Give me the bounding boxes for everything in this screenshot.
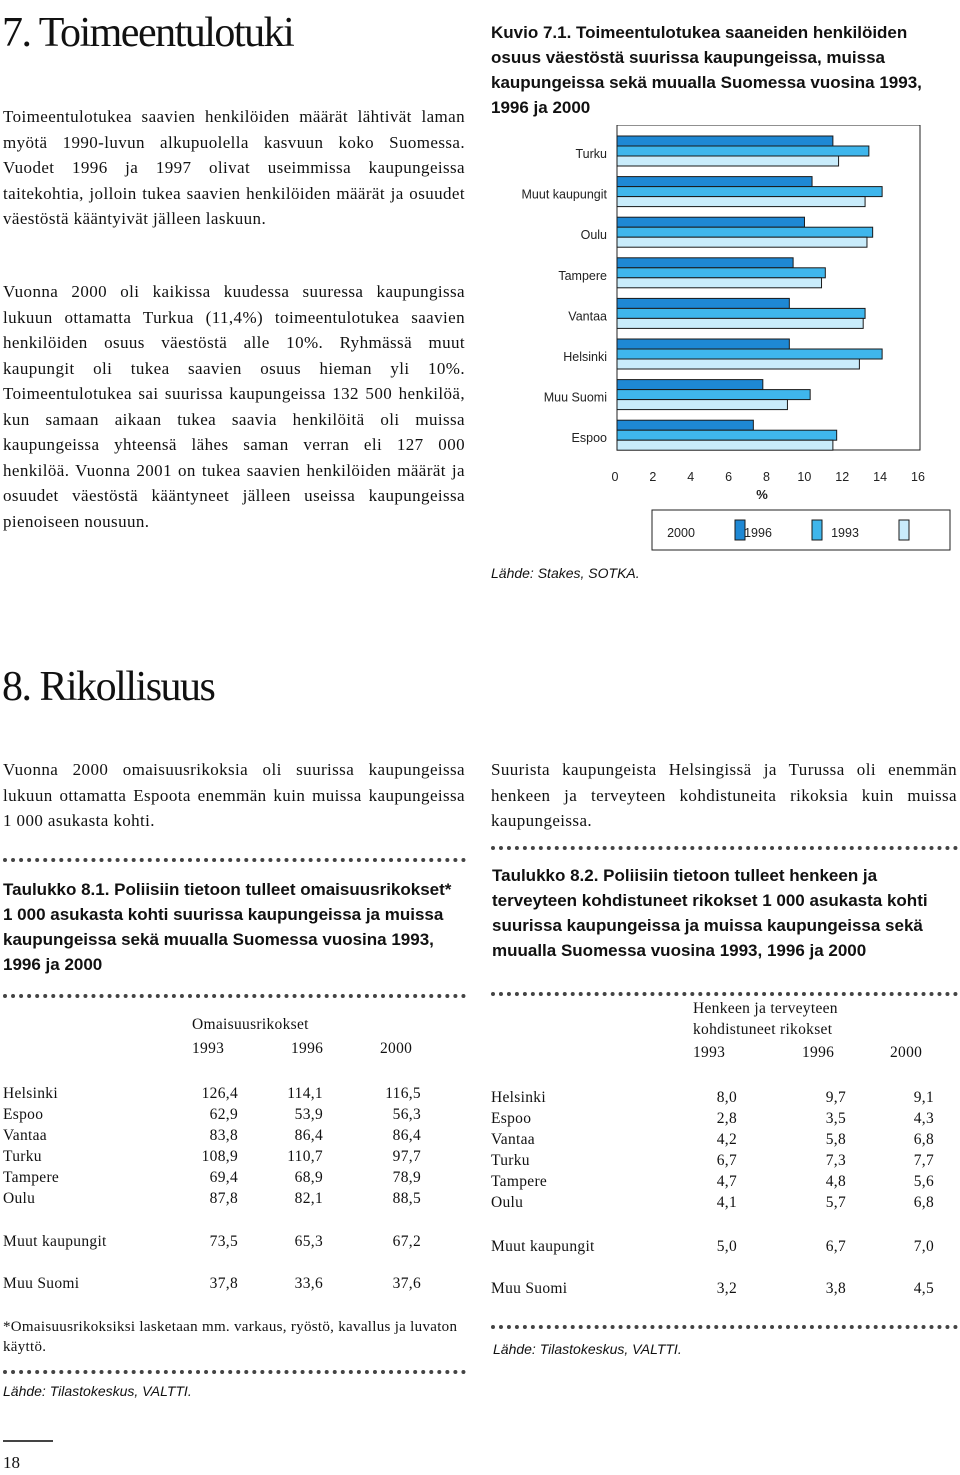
table-2-row <box>491 1171 951 1192</box>
bar-1996 <box>617 227 873 237</box>
bars <box>617 136 882 450</box>
table-1-row-label: Oulu <box>3 1190 36 1207</box>
table-2-cell: 4,2 <box>716 1131 737 1148</box>
category-labels <box>522 147 608 445</box>
bar-2000 <box>617 380 763 390</box>
table-1-cell: 86,4 <box>392 1127 421 1144</box>
bar-1996 <box>617 390 810 400</box>
table-2-cell: 3,2 <box>716 1280 737 1297</box>
section-8-title: 8. Rikollisuus <box>2 664 215 710</box>
x-tick-label: 6 <box>725 470 733 484</box>
category-label: Tampere <box>558 268 607 283</box>
table-1-cell: 33,6 <box>294 1275 323 1292</box>
table-2-source: Lähde: Tilastokeskus, VALTTI. <box>493 1341 682 1357</box>
x-tick-label: 10 <box>797 470 812 484</box>
page-number-rule <box>3 1440 53 1442</box>
legend-label-2000: 2000 <box>667 526 695 540</box>
table-1-year-2000: 2000 <box>380 1040 413 1057</box>
table-1-row <box>3 1188 463 1209</box>
table-1-cell: 126,4 <box>201 1085 238 1102</box>
table-1-cell: 116,5 <box>385 1085 421 1102</box>
page-number: 18 <box>3 1453 20 1472</box>
table-2-cell: 5,0 <box>716 1238 737 1255</box>
section-7-paragraph-1: Toimeentulotukea saavien henkilöiden määrät lähtivät laman myötä 1990-luvun alkupuolella kasvuun koko Suomessa. Vuodet 1996 ja 1997 olivat useimmissa kaupungeissa taitekohtia, jolloin tukea saavien henkilöiden määrät ja osuudet väestöstä kääntyivät jälleen laskuun. <box>3 107 465 228</box>
section-8-paragraph-right: Suurista kaupungeista Helsingissä ja Turussa oli enemmän henkeen ja terveyteen kohdistuneita rikoksia kuin muissa kaupungeissa. <box>491 760 957 830</box>
table-1-row-label: Turku <box>3 1148 42 1165</box>
bar-1993 <box>617 197 865 207</box>
table-1-cell: 65,3 <box>294 1233 323 1250</box>
bar-2000 <box>617 177 812 187</box>
table-1-row-label: Helsinki <box>3 1085 58 1102</box>
table-2-row <box>491 1108 951 1129</box>
table-1-source: Lähde: Tilastokeskus, VALTTI. <box>3 1383 192 1399</box>
category-label: Muu Suomi <box>543 390 607 405</box>
table-2-cell: 9,7 <box>825 1089 846 1106</box>
table-1-cell: 108,9 <box>201 1148 238 1165</box>
table-1-cell: 62,9 <box>209 1106 238 1123</box>
bar-1993 <box>617 318 863 328</box>
bar-2000 <box>617 217 804 227</box>
bar-1993 <box>617 156 839 166</box>
table-2-cell: 3,8 <box>825 1280 846 1297</box>
table-2-row <box>491 1192 951 1213</box>
bar-2000 <box>617 420 753 430</box>
table-2-year-1993: 1993 <box>693 1044 726 1061</box>
x-tick-label: 2 <box>649 470 657 484</box>
table-2-row <box>491 1236 951 1257</box>
bar-1996 <box>617 187 882 197</box>
table-1-row-label: Tampere <box>3 1169 60 1186</box>
bar-2000 <box>617 298 789 308</box>
bar-chart <box>490 125 960 565</box>
table-2-cell: 6,8 <box>913 1194 934 1211</box>
category-label: Oulu <box>580 228 607 243</box>
table-2-row-label: Muut kaupungit <box>491 1238 595 1255</box>
table-2-cell: 5,6 <box>913 1173 934 1190</box>
table-2-cell: 6,7 <box>825 1238 846 1255</box>
legend-label-1993: 1993 <box>831 526 859 540</box>
table-1-row-label: Muu Suomi <box>3 1275 80 1292</box>
table-2-cell: 8,0 <box>716 1089 737 1106</box>
table-1-cell: 56,3 <box>392 1106 421 1123</box>
table-2-row <box>491 1150 951 1171</box>
table-1-row-label: Vantaa <box>3 1127 47 1144</box>
bar-1996 <box>617 349 882 359</box>
table-2-cell: 2,8 <box>716 1110 737 1127</box>
table-1-cell: 110,7 <box>287 1148 323 1165</box>
x-tick-label: 8 <box>763 470 770 484</box>
category-label: Espoo <box>571 431 607 446</box>
table-2-cell: 5,8 <box>825 1131 846 1148</box>
table-1-cell: 37,6 <box>392 1275 421 1292</box>
table-1-cell: 88,5 <box>392 1190 421 1207</box>
table-2-cell: 7,7 <box>913 1152 934 1169</box>
table-2-top-rule <box>491 992 958 996</box>
table-1-cell: 69,4 <box>209 1169 238 1186</box>
table-1-row-label: Espoo <box>3 1106 44 1123</box>
table-1-cell: 114,1 <box>287 1085 323 1102</box>
divider-right <box>491 846 958 850</box>
table-2-cell: 7,0 <box>913 1238 934 1255</box>
section-8-paragraph-left: Vuonna 2000 omaisuusrikoksia oli suurissa kaupungeissa lukuun ottamatta Espoota enemmän kuin muissa kaupungeissa 1 000 asukasta kohti. <box>3 760 465 830</box>
table-1-top-rule <box>3 994 466 998</box>
table-1-year-1996: 1996 <box>291 1040 324 1057</box>
x-axis-label: % <box>756 487 768 502</box>
table-2-group-header-line-2: kohdistuneet rikokset <box>693 1021 833 1038</box>
bar-1996 <box>617 430 837 440</box>
table-2-cell: 6,7 <box>716 1152 737 1169</box>
table-2-cell: 4,1 <box>716 1194 737 1211</box>
table-1-year-1993: 1993 <box>192 1040 225 1057</box>
table-1-cell: 82,1 <box>294 1190 323 1207</box>
table-1-row <box>3 1104 463 1125</box>
figure-caption: Kuvio 7.1. Toimeentulotukea saaneiden henkilöiden osuus väestöstä suurissa kaupungeissa, muissa kaupungeissa sekä muualla Suomessa vuosina 1993, 1996 ja 2000 <box>491 23 922 117</box>
table-2-group-header-line-1: Henkeen ja terveyteen <box>693 1000 838 1017</box>
table-2-row-label: Espoo <box>491 1110 532 1127</box>
bar-2000 <box>617 339 789 349</box>
table-2-cell: 6,8 <box>913 1131 934 1148</box>
legend-label-1996: 1996 <box>744 526 772 540</box>
table-2-row <box>491 1129 951 1150</box>
table-2-row <box>491 1087 951 1108</box>
table-1-row-label: Muut kaupungit <box>3 1233 107 1250</box>
x-tick-label: 12 <box>835 470 850 484</box>
category-label: Muut kaupungit <box>521 187 607 202</box>
section-7-title: 7. Toimeentulotuki <box>2 10 294 56</box>
table-2-cell: 4,3 <box>913 1110 934 1127</box>
table-1-bottom-rule <box>3 1370 466 1374</box>
table-2-caption: Taulukko 8.2. Poliisiin tietoon tulleet henkeen ja terveyteen kohdistuneet rikokset 1 000 asukasta kohti suurissa kaupungeissa ja muissa kaupungeissa sekä muualla Suomessa vuosina 1993, 1996 ja 2000 <box>492 866 928 960</box>
table-2-bottom-rule <box>491 1325 958 1329</box>
table-1-cell: 67,2 <box>392 1233 421 1250</box>
table-1-footnote: *Omaisuusrikoksiksi lasketaan mm. varkaus, ryöstö, kavallus ja luvaton käyttö. <box>3 1319 458 1355</box>
table-1-row <box>3 1146 463 1167</box>
divider-left <box>3 858 466 862</box>
legend-swatch-1996 <box>812 520 822 540</box>
figure-source: Lähde: Stakes, SOTKA. <box>491 565 640 581</box>
table-1-row <box>3 1273 463 1294</box>
x-tick-label: 14 <box>873 470 888 484</box>
table-2-cell: 3,5 <box>825 1110 846 1127</box>
table-1-cell: 97,7 <box>392 1148 421 1165</box>
table-2-year-header <box>491 1042 951 1063</box>
x-tick-label: 4 <box>687 470 695 484</box>
table-1-row <box>3 1125 463 1146</box>
bar-1993 <box>617 440 833 450</box>
x-tick-labels <box>612 470 925 484</box>
x-tick-label: 0 <box>611 470 619 484</box>
table-1-cell: 78,9 <box>392 1169 421 1186</box>
table-2-year-1996: 1996 <box>802 1044 835 1061</box>
table-1-cell: 68,9 <box>294 1169 323 1186</box>
table-1-row <box>3 1083 463 1104</box>
section-7-paragraph-2: Vuonna 2000 oli kaikissa kuudessa suuressa kaupungissa lukuun ottamatta Turkua (11,4%) toimeentulotukea saavien henkilöiden osuus väestöstä alle 10%. Ryhmässä muut kaupungit oli tukea saavien osuus hieman yli 10%. Toimeentulotukea sai suurissa kaupungeissa 132 500 henkilöä, kun samaan aikaan tukea saavia henkilöitä oli muissa kaupungeissa yhteensä lähes saman verran eli 127 000 henkilöä. Vuonna 2001 on tukea saavien henkilöiden määrät ja osuudet väestöstä kääntyneet jälleen useissa kaupungeissa pienoiseen nousuun. <box>3 282 465 531</box>
table-1-caption: Taulukko 8.1. Poliisiin tietoon tulleet omaisuusrikokset* 1 000 asukasta kohti suurissa kaupungeissa ja muissa kaupungeissa sekä muualla Suomessa vuosina 1993, 1996 ja 2000 <box>3 880 452 974</box>
table-2-row-label: Oulu <box>491 1194 524 1211</box>
table-2-cell: 9,1 <box>913 1089 934 1106</box>
table-2-row-label: Helsinki <box>491 1089 546 1106</box>
table-2-cell: 4,7 <box>716 1173 737 1190</box>
legend-swatch-1993 <box>899 520 909 540</box>
table-1-cell: 87,8 <box>209 1190 238 1207</box>
table-2-row <box>491 1278 951 1299</box>
table-1-cell: 37,8 <box>209 1275 238 1292</box>
table-2-cell: 7,3 <box>825 1152 846 1169</box>
bar-1996 <box>617 268 825 278</box>
table-2-row-label: Turku <box>491 1152 530 1169</box>
table-1-cell: 53,9 <box>294 1106 323 1123</box>
table-1-cell: 83,8 <box>209 1127 238 1144</box>
category-label: Vantaa <box>568 309 607 324</box>
table-1-row <box>3 1231 463 1252</box>
bar-1996 <box>617 308 865 318</box>
table-2-cell: 5,7 <box>825 1194 846 1211</box>
category-label: Helsinki <box>563 350 607 364</box>
table-2 <box>491 999 951 1309</box>
table-1-cell: 73,5 <box>209 1233 238 1250</box>
bar-1996 <box>617 146 869 156</box>
bar-1993 <box>617 278 822 288</box>
bar-1993 <box>617 237 867 247</box>
table-2-cell: 4,5 <box>913 1280 934 1297</box>
bar-2000 <box>617 136 833 146</box>
table-1-cell: 86,4 <box>294 1127 323 1144</box>
table-2-row-label: Tampere <box>491 1173 548 1190</box>
bar-1993 <box>617 359 859 369</box>
table-1-group-header: Omaisuusrikokset <box>192 1016 309 1033</box>
table-2-row-label: Muu Suomi <box>491 1280 568 1297</box>
table-2-cell: 4,8 <box>825 1173 846 1190</box>
table-1 <box>3 1013 463 1313</box>
legend <box>667 520 909 540</box>
table-2-row-label: Vantaa <box>491 1131 535 1148</box>
table-1-row <box>3 1167 463 1188</box>
table-1-year-header <box>3 1038 463 1059</box>
table-2-year-2000: 2000 <box>890 1044 923 1061</box>
bar-1993 <box>617 400 787 410</box>
bar-2000 <box>617 258 793 268</box>
x-tick-label: 16 <box>911 470 925 484</box>
category-label: Turku <box>575 147 607 161</box>
